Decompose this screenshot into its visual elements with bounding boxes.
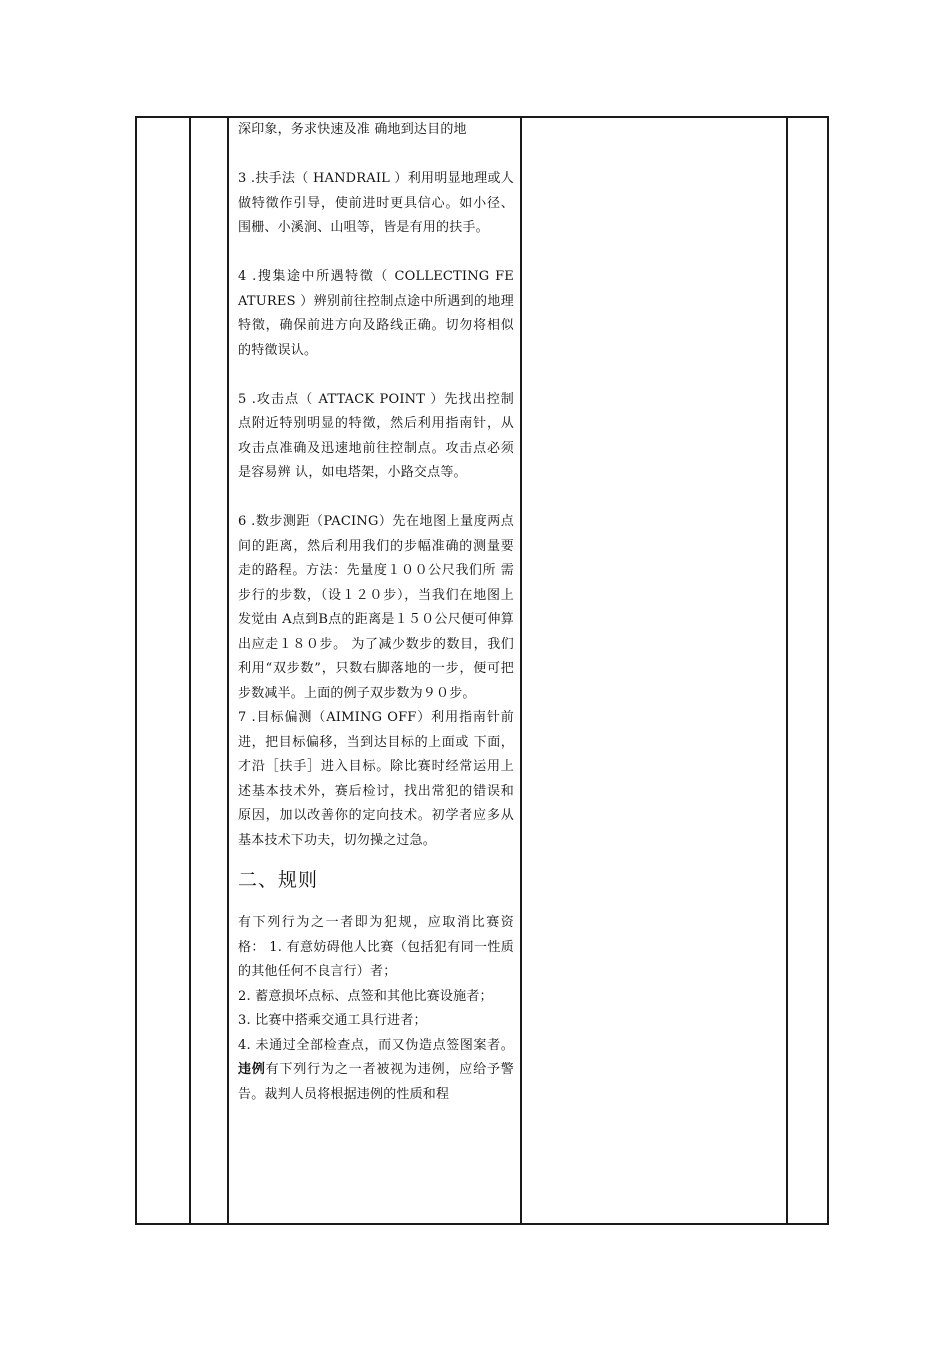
rules-item-2: 2. 蓄意损坏点标、点签和其他比赛设施者； bbox=[238, 988, 493, 1004]
table-cell-col4 bbox=[521, 117, 787, 1224]
violation-description: 有下列行为之一者被视为违例，应给予警告。裁判人员将根据违例的性质和程 bbox=[238, 1062, 514, 1102]
paragraph-pacing: 6 .数步测距（PACING）先在地图上量度两点间的距离，然后利用我们的步幅准确的测量要走的路程。方法：先量度１００公尺我们所 需步行的步数，（设１２０步），当我们在地图上发觉由 A点到B点的距离是１５０公尺便可伸算出应走１８０步。 为了减少数步的数目，我们利用“双步数”，只数右脚落地的一步，便可把步数减半。上面的例子双步数为９０步。 bbox=[238, 514, 514, 701]
violation-term: 违例 bbox=[238, 1062, 266, 1077]
table-cell-content bbox=[228, 117, 521, 1224]
table-row bbox=[136, 117, 828, 1224]
paragraph-collecting-features: 4 .搜集途中所遇特徵（ COLLECTING FE ATURES ）辨别前往控制点途中所遇到的地理特徵，确保前进方向及路线正确。切勿将相似的特徵误认。 bbox=[238, 269, 514, 358]
paragraph-attack-point: 5 .攻击点（ ATTACK POINT ）先找出控制点附近特别明显的特徵，然后利用指南针，从攻击点准确及迅速地前往控制点。攻击点必须是容易辨 认，如电塔架，小路交点等。 bbox=[238, 391, 514, 480]
table-cell-col2 bbox=[190, 117, 228, 1224]
lesson-plan-table bbox=[135, 116, 829, 1225]
rules-item-4 bbox=[238, 1034, 514, 1108]
paragraph-handrail: 3 .扶手法（ HANDRAIL ）利用明显地理或人做特徵作引导，使前进时更具信心。如小径、围栅、小溪涧、山咀等，皆是有用的扶手。 bbox=[238, 171, 514, 235]
section-heading-rules: 二、规则 bbox=[238, 869, 319, 891]
rules-item-4-text: 4. 未通过全部检查点，而又伪造点签图案者。 bbox=[238, 1037, 514, 1053]
rules-foul-intro: 有下列行为之一者即为犯规，应取消比赛资格： 1. 有意妨碍他人比赛（包括犯有同一性质的其他任何不良言行）者； bbox=[238, 915, 514, 979]
table-cell-col5 bbox=[787, 117, 828, 1224]
content-text bbox=[229, 118, 520, 1107]
table-cell-col1 bbox=[136, 117, 190, 1224]
paragraph-aiming-off: 7 .目标偏测（AIMING OFF）利用指南针前进，把目标偏移，当到达目标的上面或 下面，才沿［扶手］进入目标。除比赛时经常运用上述基本技术外，赛后检讨，找出常犯的错误和原因，加以改善你的定向技术。初学者应多从基本技术下功夫，切勿操之过急。 bbox=[238, 710, 514, 848]
rules-item-3: 3. 比赛中搭乘交通工具行进者； bbox=[238, 1013, 427, 1028]
text-line-continuation: 深印象，务求快速及准 确地到达目的地 bbox=[238, 122, 467, 137]
